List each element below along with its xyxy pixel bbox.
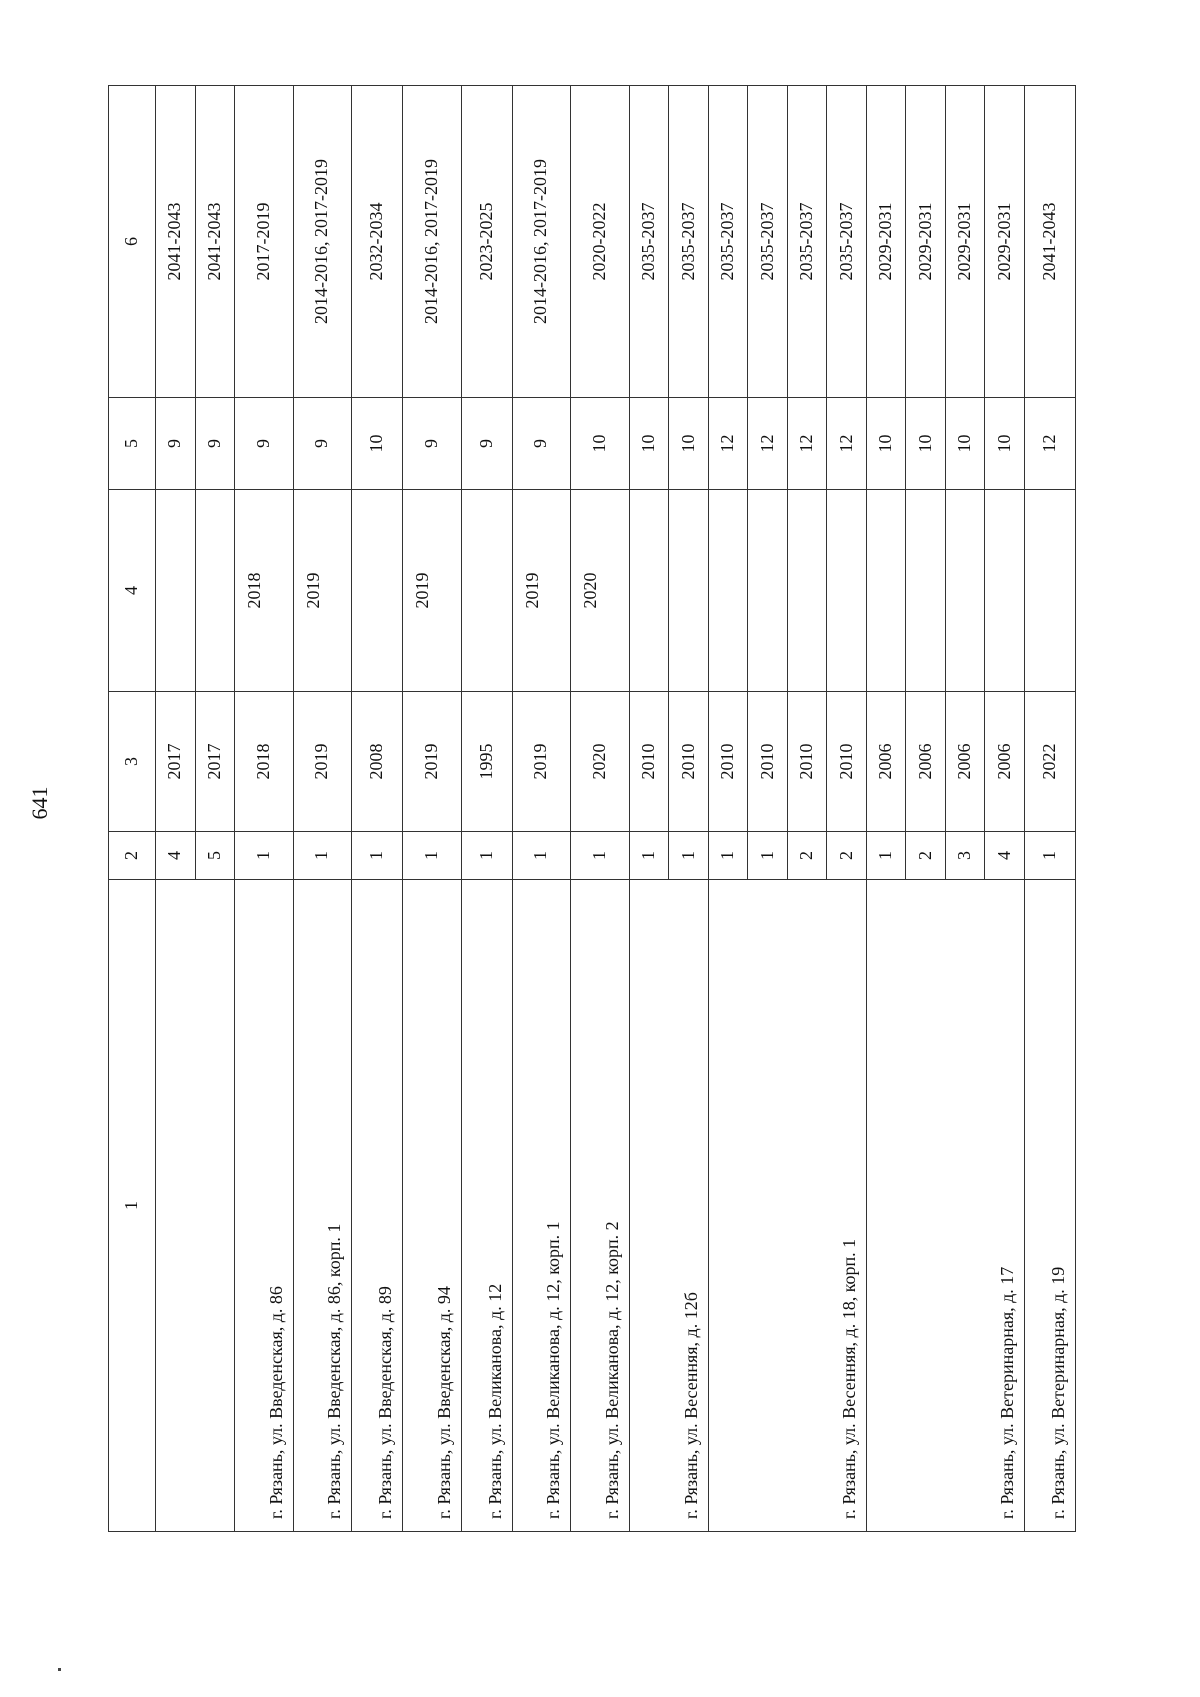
- address-cell: г. Рязань, ул. Великанова, д. 12, корп. 1: [512, 880, 571, 1532]
- table-row: [866, 86, 906, 1532]
- header-col-1: 1: [109, 880, 156, 1532]
- entrance-cell: 1: [629, 832, 669, 880]
- floors-cell: 12: [827, 398, 867, 490]
- floors-cell: 12: [787, 398, 827, 490]
- address-cell: г. Рязань, ул. Весенняя, д. 12б: [629, 880, 708, 1532]
- entrance-cell: 1: [708, 832, 748, 880]
- table-row: [461, 86, 512, 1532]
- floors-cell: 9: [235, 398, 294, 490]
- year-built-cell: 2019: [293, 692, 352, 832]
- floors-cell: 10: [866, 398, 906, 490]
- entrance-cell: 1: [1024, 832, 1075, 880]
- year-built-cell: 2006: [985, 692, 1025, 832]
- period-cell: 2035-2037: [629, 86, 669, 398]
- year-repair-cell: [195, 490, 235, 692]
- floors-cell: 12: [708, 398, 748, 490]
- year-repair-cell: [748, 490, 788, 692]
- header-col-4: 4: [109, 490, 156, 692]
- year-built-cell: 2006: [945, 692, 985, 832]
- address-cell: г. Рязань, ул. Весенняя, д. 18, корп. 1: [708, 880, 866, 1532]
- year-built-cell: 2020: [571, 692, 630, 832]
- entrance-cell: 1: [748, 832, 788, 880]
- floors-cell: 12: [1024, 398, 1075, 490]
- period-cell: 2041-2043: [1024, 86, 1075, 398]
- entrance-cell: 1: [461, 832, 512, 880]
- period-cell: 2035-2037: [708, 86, 748, 398]
- year-repair-cell: 2019: [403, 490, 462, 692]
- address-cell: г. Рязань, ул. Введенская, д. 94: [403, 880, 462, 1532]
- address-cell: г. Рязань, ул. Введенская, д. 86: [235, 880, 294, 1532]
- year-repair-cell: [787, 490, 827, 692]
- floors-cell: 9: [403, 398, 462, 490]
- table-row: [235, 86, 294, 1532]
- year-repair-cell: [906, 490, 946, 692]
- period-cell: 2029-2031: [985, 86, 1025, 398]
- entrance-cell: 1: [403, 832, 462, 880]
- period-cell: 2023-2025: [461, 86, 512, 398]
- floors-cell: 10: [669, 398, 709, 490]
- address-cell: г. Рязань, ул. Ветеринарная, д. 17: [866, 880, 1024, 1532]
- year-repair-cell: [629, 490, 669, 692]
- address-cell: г. Рязань, ул. Введенская, д. 89: [352, 880, 403, 1532]
- year-repair-cell: 2018: [235, 490, 294, 692]
- year-repair-cell: 2019: [512, 490, 571, 692]
- period-cell: 2017-2019: [235, 86, 294, 398]
- table-row: [352, 86, 403, 1532]
- table-row: [403, 86, 462, 1532]
- entrance-cell: 2: [787, 832, 827, 880]
- year-built-cell: 2017: [156, 692, 196, 832]
- period-cell: 2035-2037: [748, 86, 788, 398]
- entrance-cell: 1: [866, 832, 906, 880]
- year-built-cell: 2010: [629, 692, 669, 832]
- table-row: [512, 86, 571, 1532]
- year-repair-cell: [866, 490, 906, 692]
- entrance-cell: 4: [156, 832, 196, 880]
- period-cell: 2035-2037: [827, 86, 867, 398]
- floors-cell: 12: [748, 398, 788, 490]
- table-row: [708, 86, 748, 1532]
- data-table: [108, 85, 1076, 1532]
- entrance-cell: 1: [235, 832, 294, 880]
- period-cell: 2014-2016, 2017-2019: [293, 86, 352, 398]
- address-cell: г. Рязань, ул. Великанова, д. 12: [461, 880, 512, 1532]
- period-cell: 2032-2034: [352, 86, 403, 398]
- table-row: [571, 86, 630, 1532]
- floors-cell: 10: [906, 398, 946, 490]
- table-container: [108, 86, 1076, 1532]
- period-cell: 2041-2043: [195, 86, 235, 398]
- floors-cell: 9: [293, 398, 352, 490]
- year-built-cell: 2008: [352, 692, 403, 832]
- entrance-cell: 1: [669, 832, 709, 880]
- year-built-cell: 2017: [195, 692, 235, 832]
- entrance-cell: 2: [827, 832, 867, 880]
- entrance-cell: 1: [293, 832, 352, 880]
- entrance-cell: 3: [945, 832, 985, 880]
- year-built-cell: 1995: [461, 692, 512, 832]
- scan-speck: [58, 1668, 61, 1671]
- year-built-cell: 2010: [787, 692, 827, 832]
- floors-cell: 10: [629, 398, 669, 490]
- year-repair-cell: [156, 490, 196, 692]
- year-built-cell: 2022: [1024, 692, 1075, 832]
- page-number: 641: [27, 786, 52, 820]
- floors-cell: 9: [461, 398, 512, 490]
- address-cell: [156, 880, 235, 1532]
- year-repair-cell: [669, 490, 709, 692]
- entrance-cell: 1: [571, 832, 630, 880]
- period-cell: 2029-2031: [906, 86, 946, 398]
- period-cell: 2029-2031: [945, 86, 985, 398]
- year-built-cell: 2010: [669, 692, 709, 832]
- year-repair-cell: [985, 490, 1025, 692]
- year-repair-cell: [352, 490, 403, 692]
- floors-cell: 9: [512, 398, 571, 490]
- period-cell: 2041-2043: [156, 86, 196, 398]
- floors-cell: 9: [195, 398, 235, 490]
- header-col-5: 5: [109, 398, 156, 490]
- year-built-cell: 2019: [512, 692, 571, 832]
- header-col-3: 3: [109, 692, 156, 832]
- period-cell: 2035-2037: [669, 86, 709, 398]
- address-cell: г. Рязань, ул. Введенская, д. 86, корп. 1: [293, 880, 352, 1532]
- floors-cell: 10: [985, 398, 1025, 490]
- address-cell: г. Рязань, ул. Ветеринарная, д. 19: [1024, 880, 1075, 1532]
- entrance-cell: 5: [195, 832, 235, 880]
- rotated-table-region: [108, 86, 1076, 1532]
- floors-cell: 10: [945, 398, 985, 490]
- year-repair-cell: [827, 490, 867, 692]
- period-cell: 2029-2031: [866, 86, 906, 398]
- table-row: [1024, 86, 1075, 1532]
- year-repair-cell: 2020: [571, 490, 630, 692]
- year-built-cell: 2010: [708, 692, 748, 832]
- table-row: [293, 86, 352, 1532]
- year-built-cell: 2010: [748, 692, 788, 832]
- table-row: [156, 86, 196, 1532]
- floors-cell: 10: [571, 398, 630, 490]
- year-repair-cell: 2019: [293, 490, 352, 692]
- year-built-cell: 2019: [403, 692, 462, 832]
- year-built-cell: 2010: [827, 692, 867, 832]
- header-col-2: 2: [109, 832, 156, 880]
- entrance-cell: 4: [985, 832, 1025, 880]
- year-built-cell: 2018: [235, 692, 294, 832]
- floors-cell: 10: [352, 398, 403, 490]
- floors-cell: 9: [156, 398, 196, 490]
- header-col-6: 6: [109, 86, 156, 398]
- header-row: [109, 86, 156, 1532]
- entrance-cell: 1: [352, 832, 403, 880]
- entrance-cell: 2: [906, 832, 946, 880]
- year-repair-cell: [945, 490, 985, 692]
- period-cell: 2014-2016, 2017-2019: [403, 86, 462, 398]
- period-cell: 2020-2022: [571, 86, 630, 398]
- year-built-cell: 2006: [866, 692, 906, 832]
- period-cell: 2035-2037: [787, 86, 827, 398]
- period-cell: 2014-2016, 2017-2019: [512, 86, 571, 398]
- address-cell: г. Рязань, ул. Великанова, д. 12, корп. 2: [571, 880, 630, 1532]
- year-repair-cell: [1024, 490, 1075, 692]
- year-repair-cell: [708, 490, 748, 692]
- year-repair-cell: [461, 490, 512, 692]
- table-row: [629, 86, 669, 1532]
- year-built-cell: 2006: [906, 692, 946, 832]
- entrance-cell: 1: [512, 832, 571, 880]
